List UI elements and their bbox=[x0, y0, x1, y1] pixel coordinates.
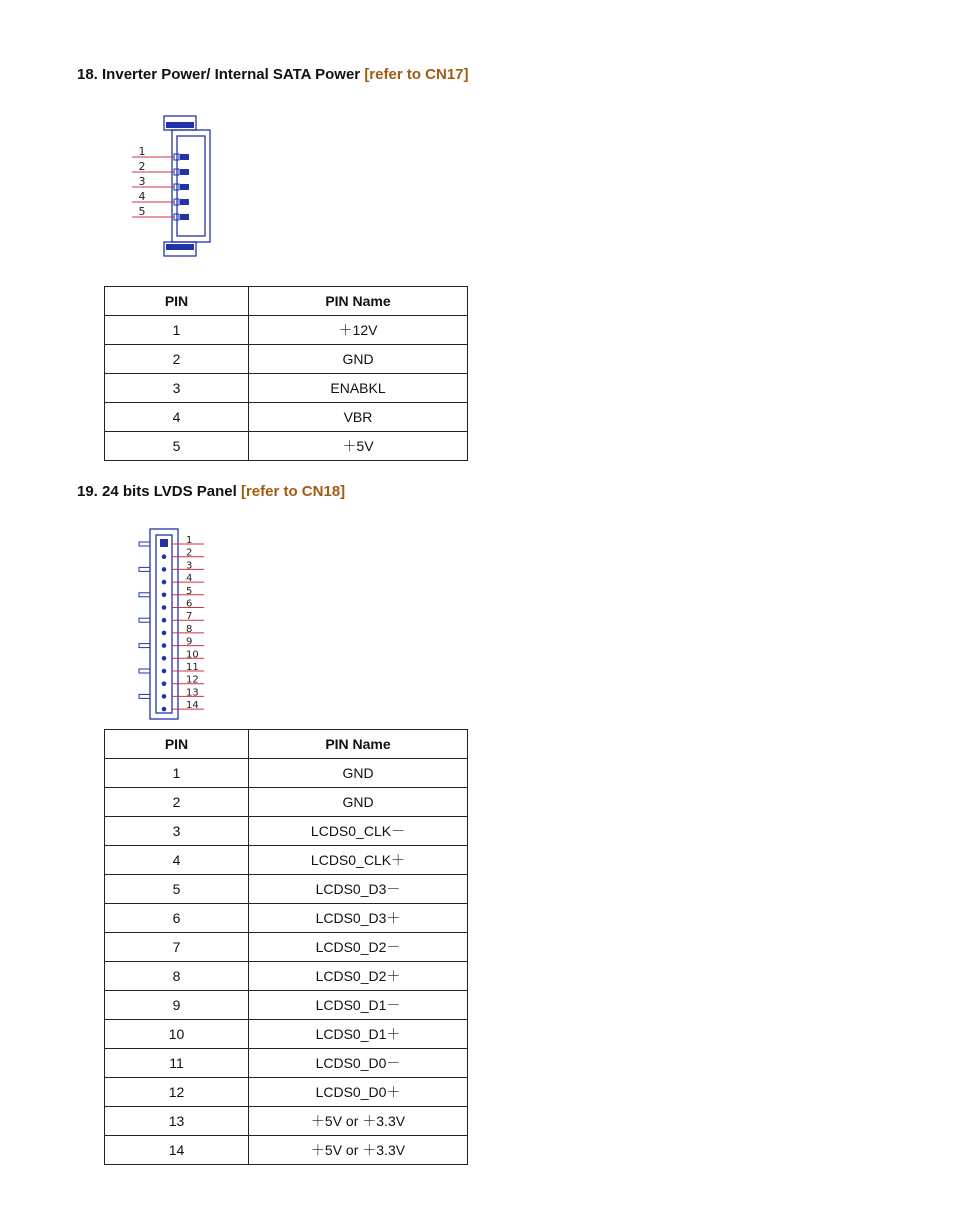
pin-name-cell: GND bbox=[249, 788, 468, 817]
table-row bbox=[105, 345, 468, 374]
col-header-pin: PIN bbox=[105, 287, 249, 316]
pin-terminal bbox=[180, 184, 189, 190]
pin-terminal bbox=[180, 214, 189, 220]
pin-name-cell: LCDS0_D0－ bbox=[249, 1049, 468, 1078]
pin-contact bbox=[139, 618, 150, 622]
col-header-pin-name: PIN Name bbox=[249, 287, 468, 316]
table-row bbox=[105, 432, 468, 461]
table-row bbox=[105, 316, 468, 345]
pin-label: 12 bbox=[186, 674, 199, 686]
pin-number-cell: 5 bbox=[105, 875, 249, 904]
pin-dot bbox=[162, 554, 167, 559]
pin-label: 3 bbox=[186, 560, 193, 572]
pin-number-cell: 13 bbox=[105, 1107, 249, 1136]
table-header-row bbox=[105, 730, 468, 759]
pin-name-cell: ＋5V or ＋3.3V bbox=[249, 1107, 468, 1136]
section-ref: [refer to CN18] bbox=[240, 483, 346, 500]
section-title: 19. 24 bits LVDS Panel bbox=[77, 483, 237, 500]
pin-number-cell: 9 bbox=[105, 991, 249, 1020]
pin-label: 6 bbox=[186, 598, 193, 610]
pin-terminal bbox=[180, 154, 189, 160]
section-heading-cn17 bbox=[77, 66, 469, 83]
pin-dot bbox=[162, 618, 167, 623]
pin-name-cell: ＋5V or ＋3.3V bbox=[249, 1136, 468, 1165]
pin-label: 4 bbox=[186, 573, 193, 585]
pin-contact bbox=[139, 593, 150, 597]
pin-name-cell: GND bbox=[249, 345, 468, 374]
pin-contact bbox=[139, 644, 150, 648]
pin-name-cell: ＋5V bbox=[249, 432, 468, 461]
pin-number-cell: 1 bbox=[105, 759, 249, 788]
pin-dot bbox=[162, 694, 167, 699]
pin-dot bbox=[162, 567, 167, 572]
pin-number-cell: 5 bbox=[105, 432, 249, 461]
cn17-pin-table bbox=[104, 286, 468, 461]
pin-terminal bbox=[180, 169, 189, 175]
table-row bbox=[105, 817, 468, 846]
pin-number-cell: 3 bbox=[105, 374, 249, 403]
pin-label: 4 bbox=[138, 190, 146, 203]
table-row bbox=[105, 875, 468, 904]
pin-number-cell: 10 bbox=[105, 1020, 249, 1049]
pin-contact bbox=[139, 542, 150, 546]
pin-contact bbox=[139, 669, 150, 673]
pin-label: 5 bbox=[138, 205, 146, 218]
pin-name-cell: LCDS0_D0＋ bbox=[249, 1078, 468, 1107]
pin-number-cell: 14 bbox=[105, 1136, 249, 1165]
pin-number-cell: 7 bbox=[105, 933, 249, 962]
pin-label: 11 bbox=[186, 662, 199, 673]
pin-name-cell: LCDS0_D1＋ bbox=[249, 1020, 468, 1049]
table-row bbox=[105, 788, 468, 817]
pin-dot bbox=[162, 656, 167, 661]
col-header-pin-name: PIN Name bbox=[249, 730, 468, 759]
table-row bbox=[105, 962, 468, 991]
pin-group bbox=[132, 145, 189, 220]
pin-dot bbox=[162, 643, 167, 648]
section-heading-cn18 bbox=[77, 483, 345, 500]
pin-name-cell: ENABKL bbox=[249, 374, 468, 403]
pin-contact bbox=[139, 567, 150, 571]
table-row bbox=[105, 759, 468, 788]
pin-dot bbox=[162, 669, 167, 674]
pin-dot bbox=[162, 580, 167, 585]
pin-number-cell: 8 bbox=[105, 962, 249, 991]
table-header-row bbox=[105, 287, 468, 316]
pin-name-cell: LCDS0_CLK＋ bbox=[249, 846, 468, 875]
table-row bbox=[105, 904, 468, 933]
pin-number-cell: 12 bbox=[105, 1078, 249, 1107]
pin-number-cell: 4 bbox=[105, 846, 249, 875]
pin-label: 1 bbox=[186, 535, 193, 546]
pin-label: 7 bbox=[186, 611, 193, 623]
pin-label: 14 bbox=[186, 700, 199, 712]
latch-bottom bbox=[166, 244, 194, 250]
pin-label: 8 bbox=[186, 623, 193, 635]
pin-label: 13 bbox=[186, 687, 199, 699]
pin-label: 1 bbox=[138, 145, 146, 158]
pin-number-cell: 1 bbox=[105, 316, 249, 345]
pin-number-cell: 3 bbox=[105, 817, 249, 846]
pin-terminal bbox=[180, 199, 189, 205]
pin-number-cell: 11 bbox=[105, 1049, 249, 1078]
pin-dot bbox=[162, 631, 167, 636]
cn18-connector-diagram bbox=[130, 525, 214, 723]
pin-name-cell: ＋12V bbox=[249, 316, 468, 345]
pin-dot bbox=[162, 707, 167, 712]
pin-dot bbox=[162, 681, 167, 686]
latch-top bbox=[166, 122, 194, 128]
pin-label: 2 bbox=[186, 547, 193, 559]
pin-number-cell: 4 bbox=[105, 403, 249, 432]
pin-name-cell: LCDS0_D3－ bbox=[249, 875, 468, 904]
pin-name-cell: LCDS0_D2＋ bbox=[249, 962, 468, 991]
pin-name-cell: LCDS0_D2－ bbox=[249, 933, 468, 962]
table-row bbox=[105, 991, 468, 1020]
table-row bbox=[105, 1107, 468, 1136]
table-row bbox=[105, 1136, 468, 1165]
table-row bbox=[105, 374, 468, 403]
col-header-pin: PIN bbox=[105, 730, 249, 759]
pin-dot bbox=[162, 593, 167, 598]
pin-number-cell: 2 bbox=[105, 788, 249, 817]
pin-label: 5 bbox=[186, 585, 193, 597]
pin-name-cell: LCDS0_CLK－ bbox=[249, 817, 468, 846]
pin-label: 2 bbox=[138, 160, 146, 173]
section-title: 18. Inverter Power/ Internal SATA Power bbox=[77, 66, 361, 83]
pin-label: 9 bbox=[186, 636, 193, 648]
pin-name-cell: GND bbox=[249, 759, 468, 788]
pin-contact bbox=[139, 694, 150, 698]
table-row bbox=[105, 1078, 468, 1107]
table-row bbox=[105, 1020, 468, 1049]
table-row bbox=[105, 1049, 468, 1078]
pin-label: 10 bbox=[186, 649, 199, 661]
pin-dot bbox=[162, 605, 167, 610]
pin-label: 3 bbox=[138, 175, 146, 188]
cn17-connector-diagram bbox=[120, 112, 220, 264]
pin-one-marker bbox=[160, 539, 168, 547]
table-row bbox=[105, 933, 468, 962]
pin-number-cell: 6 bbox=[105, 904, 249, 933]
pin-name-cell: LCDS0_D1－ bbox=[249, 991, 468, 1020]
table-row bbox=[105, 403, 468, 432]
section-ref: [refer to CN17] bbox=[364, 66, 469, 83]
cn18-pin-table bbox=[104, 729, 468, 1165]
table-row bbox=[105, 846, 468, 875]
pin-number-cell: 2 bbox=[105, 345, 249, 374]
pin-name-cell: VBR bbox=[249, 403, 468, 432]
pin-name-cell: LCDS0_D3＋ bbox=[249, 904, 468, 933]
